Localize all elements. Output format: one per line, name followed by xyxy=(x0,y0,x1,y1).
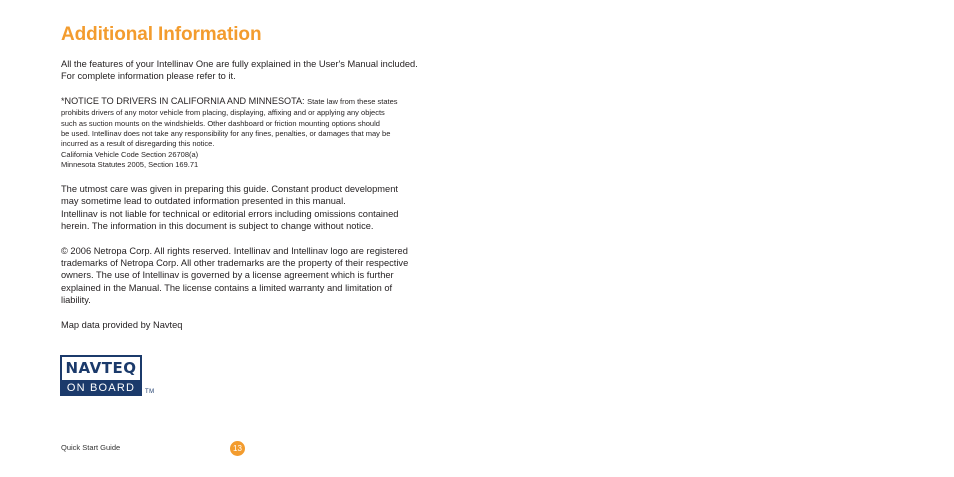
text-line: incurred as a result of disregarding this notice. xyxy=(61,139,215,149)
navteq-logo-onboard: ON BOARD xyxy=(66,382,136,394)
text-line: Minnesota Statutes 2005, Section 169.71 xyxy=(61,159,199,169)
text-line: explained in the Manual. The license contains a limited warranty and limitation of xyxy=(61,282,393,293)
text-line: Intellinav is not liable for technical or editorial errors including omissions contained xyxy=(61,208,399,219)
intro-paragraph xyxy=(61,58,451,82)
text-line: © 2006 Netropa Corp. All rights reserved. Intellinav and Intellinav logo are registered xyxy=(61,246,408,256)
map-data-paragraph xyxy=(61,319,451,331)
map-data-credit: Map data provided by Navteq xyxy=(61,320,183,331)
text-line: All the features of your Intellinav One are fully explained in the User's Manual included. xyxy=(61,59,418,69)
text-line: prohibits drivers of any motor vehicle from placing, displaying, affixing and or applying any objects xyxy=(61,108,385,118)
care-paragraph xyxy=(61,183,451,232)
text-line: The utmost care was given in preparing this guide. Constant product development xyxy=(61,184,398,195)
notice-paragraph xyxy=(61,95,451,170)
text-line: such as suction mounts on the windshields. Other dashboard or friction mounting options should xyxy=(61,118,380,128)
text-line: herein. The information in this document is subject to change without notice. xyxy=(61,220,374,231)
footer-label: Quick Start Guide xyxy=(61,443,121,452)
trademark-mark: TM xyxy=(145,389,155,395)
notice-heading-rest: State law from these states xyxy=(307,97,398,107)
text-line: owners. The use of Intellinav is governed by a license agreement which is further xyxy=(61,270,394,281)
text-line: liability. xyxy=(61,294,91,305)
text-line: be used. Intellinav does not take any responsibility for any fines, penalties, or damages that may be xyxy=(61,129,391,138)
navteq-logo xyxy=(60,355,142,396)
copyright-paragraph xyxy=(61,245,451,306)
text-line: may sometime lead to outdated information presented in this manual. xyxy=(61,196,346,207)
page-title: Additional Information xyxy=(61,24,262,45)
text-line: trademarks of Netropa Corp. All other trademarks are the property of their respective xyxy=(61,258,409,269)
notice-heading: *NOTICE TO DRIVERS IN CALIFORNIA AND MINNESOTA: xyxy=(61,96,308,107)
text-line: California Vehicle Code Section 26708(a) xyxy=(61,149,199,159)
page-number-badge: 13 xyxy=(230,441,245,456)
body-content xyxy=(61,58,451,331)
text-line: For complete information please refer to it. xyxy=(61,71,236,82)
notice-first-line xyxy=(61,95,451,108)
navteq-logo-wordmark: NAVTEQ xyxy=(62,357,140,380)
